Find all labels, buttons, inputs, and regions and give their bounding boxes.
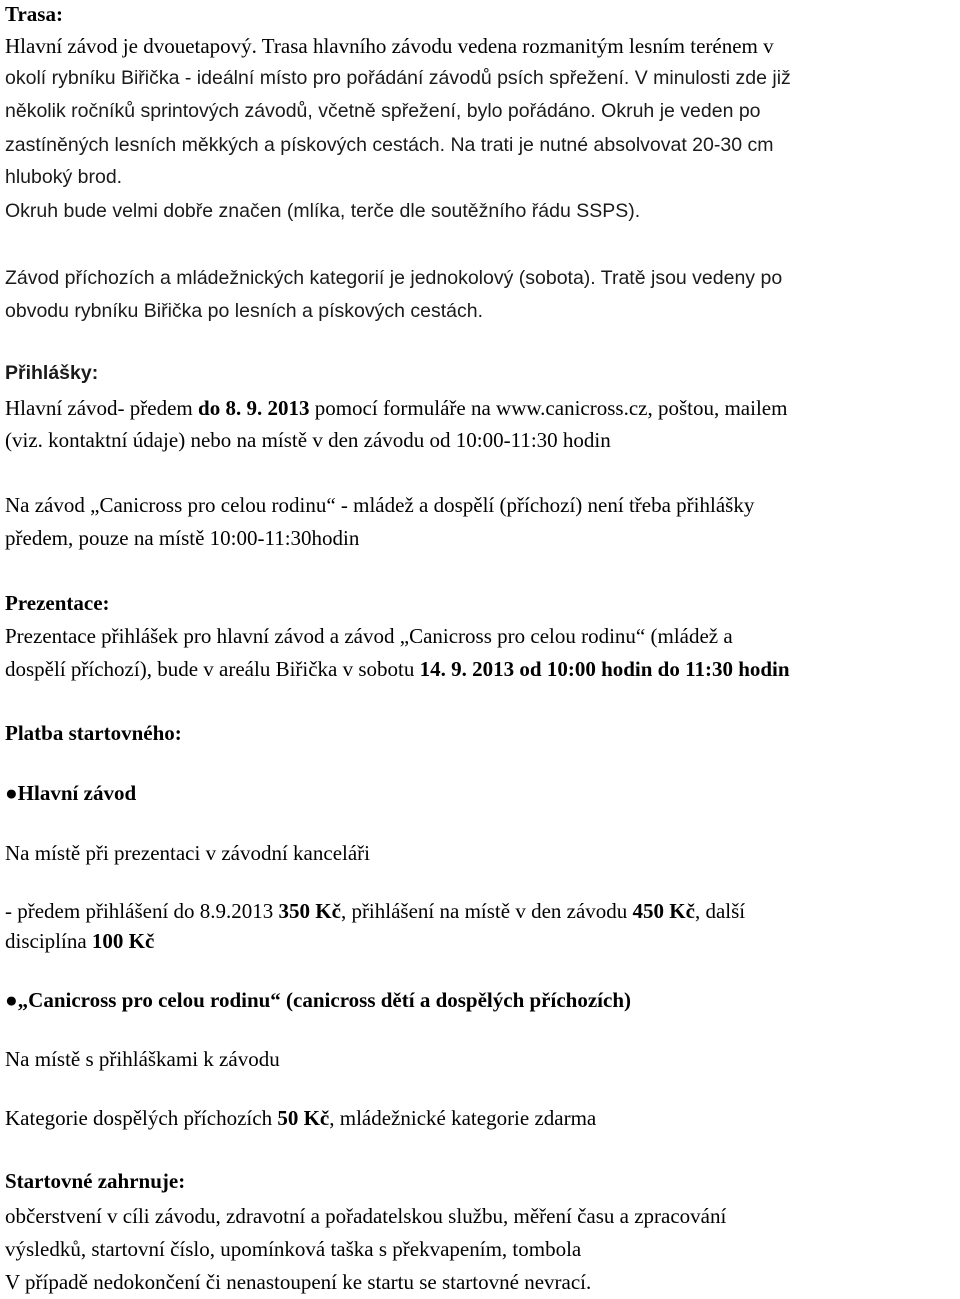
trasa-text-line: několik ročníků sprintových závodů, včetně spřežení, bylo pořádáno. Okruh je veden po [5,100,761,122]
prezentace-text: dospělí příchozí), bude v areálu Biřička v sobotu [5,657,420,681]
platba-text: - předem přihlášení do 8.9.2013 [5,899,279,923]
prezentace-text-line: Prezentace přihlášek pro hlavní závod a závod „Canicross pro celou rodinu“ (mládež a [5,624,733,648]
trasa-text-line: Závod příchozích a mládežnických kategorií je jednokolový (sobota). Tratě jsou vedeny po [5,267,783,289]
prihlasky-text: pomocí formuláře na www.canicross.cz, poštou, mailem [309,396,788,420]
prihlasky-text-line [5,393,787,423]
prezentace-text-line [5,654,790,684]
startovne-text-line: V případě nedokončení či nenastoupení ke startu se startovné nevrací. [5,1270,592,1294]
platba-text: , další [694,899,746,923]
prihlasky-text-line: (viz. kontaktní údaje) nebo na místě v den závodu od 10:00-11:30 hodin [5,428,611,452]
price-additional: 100 Kč [91,929,155,953]
section-heading-platba: Platba startovného: [5,721,182,745]
platba-text-line [5,1103,596,1133]
trasa-text-line: Hlavní závod je dvouetapový. Trasa hlavního závodu vedena rozmanitým lesním terénem v [5,34,774,58]
platba-text-line [5,896,745,926]
startovne-text-line: občerstvení v cíli závodu, zdravotní a pořadatelskou službu, měření času a zpracování [5,1204,727,1228]
trasa-text-line: zastíněných lesních měkkých a pískových cestách. Na trati je nutné absolvovat 20-30 cm [5,134,774,156]
price-early: 350 Kč [278,899,341,923]
trasa-text-line: Okruh bude velmi dobře značen (mlíka, terče dle soutěžního řádu SSPS). [5,200,641,222]
platba-text: disciplína [5,929,92,953]
price-adults: 50 Kč [277,1106,330,1130]
section-heading-trasa: Trasa: [5,2,63,26]
platba-text-line: Na místě s přihláškami k závodu [5,1047,280,1071]
prihlasky-text-line: Na závod „Canicross pro celou rodinu“ - mládež a dospělí (příchozí) není třeba přihlášky [5,493,755,517]
trasa-text-line: obvodu rybníku Biřička po lesních a pískových cestách. [5,300,483,322]
platba-text: , přihlášení na místě v den závodu [340,899,633,923]
section-heading-prezentace: Prezentace: [5,591,110,615]
prihlasky-text: Hlavní závod- předem [5,396,199,420]
trasa-text-line: okolí rybníku Biřička - ideální místo pro pořádání závodů psích spřežení. V minulosti zde již [5,67,791,89]
prihlasky-text-line: předem, pouze na místě 10:00-11:30hodin [5,526,360,550]
subheading-canicross: ●„Canicross pro celou rodinu“ (canicross dětí a dospělých příchozích) [5,988,631,1012]
platba-text-line [5,926,154,956]
subheading-hlavni-zavod: ●Hlavní závod [5,781,137,805]
section-heading-prihlasky: Přihlášky: [5,362,99,384]
platba-text: Kategorie dospělých příchozích [5,1106,278,1130]
platba-text: , mládežnické kategorie zdarma [329,1106,597,1130]
prezentace-datetime: 14. 9. 2013 od 10:00 hodin do 11:30 hodin [419,657,790,681]
price-onsite: 450 Kč [632,899,695,923]
startovne-text-line: výsledků, startovní číslo, upomínková taška s překvapením, tombola [5,1237,582,1261]
prihlasky-deadline: do 8. 9. 2013 [198,396,310,420]
platba-text-line: Na místě při prezentaci v závodní kanceláři [5,841,370,865]
trasa-text-line: hluboký brod. [5,166,123,188]
section-heading-startovne: Startovné zahrnuje: [5,1169,186,1193]
